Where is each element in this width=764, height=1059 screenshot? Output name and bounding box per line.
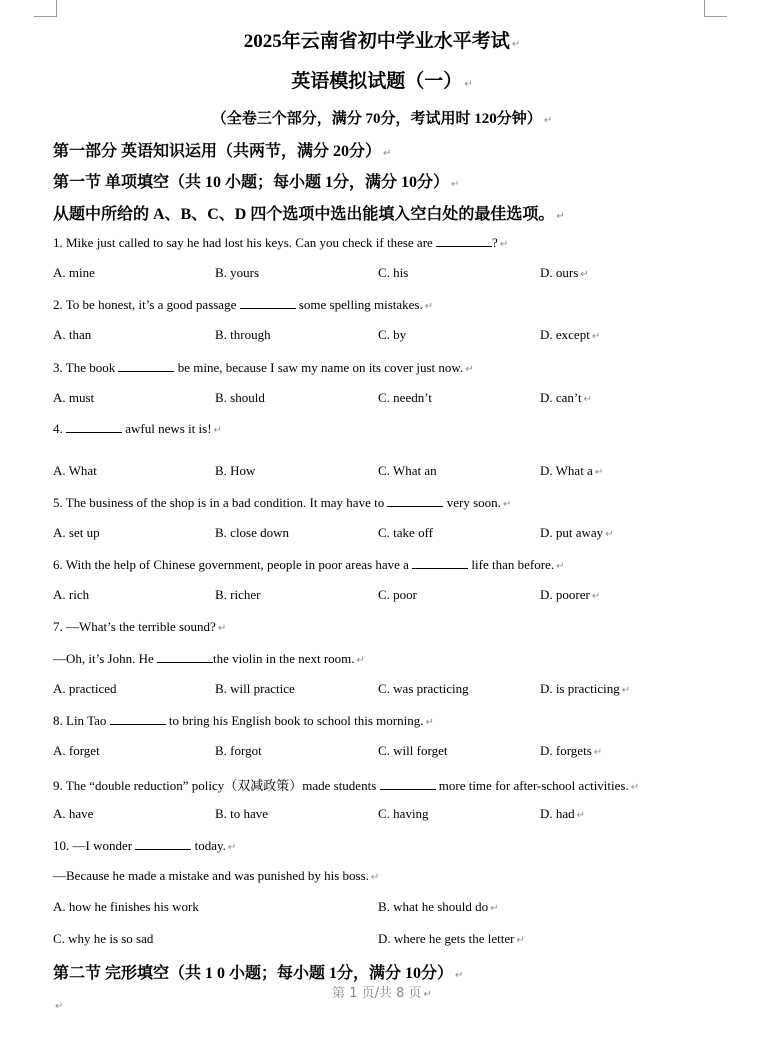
option-a: A. mine xyxy=(53,265,95,280)
option-b: B. should xyxy=(215,390,265,405)
instruction: 从题中所给的 A、B、C、D 四个选项中选出能填入空白处的最佳选项。 ↵ xyxy=(53,206,565,223)
answer-blank xyxy=(380,777,436,790)
option-c: C. why he is so sad xyxy=(53,931,154,946)
question-7-stem: 7. —What’s the terrible sound? ↵ xyxy=(53,619,227,634)
question-1-options xyxy=(53,265,753,283)
question-10-options-row2 xyxy=(53,931,753,949)
question-10-stem: 10. —I wonder today. ↵ xyxy=(53,838,237,853)
option-c: C. needn’t xyxy=(378,390,432,405)
option-d: D. except ↵ xyxy=(540,327,601,342)
option-a: A. how he finishes his work xyxy=(53,899,199,914)
question-6-stem: 6. With the help of Chinese government, people in poor areas have a life than before. ↵ xyxy=(53,557,565,572)
option-b: B. close down xyxy=(215,525,290,540)
option-d: D. is practicing ↵ xyxy=(540,681,631,696)
question-3-options xyxy=(53,390,753,408)
option-a: A. forget xyxy=(53,743,100,758)
answer-blank xyxy=(436,234,492,247)
section2-heading: 第二节 完形填空（共 1 0 小题；每小题 1分，满分 10分） ↵ xyxy=(53,965,464,982)
option-b: B. forgot xyxy=(215,743,262,758)
crop-mark-top-left xyxy=(34,0,57,17)
option-c: C. having xyxy=(378,806,429,821)
answer-blank xyxy=(135,837,191,850)
option-a: A. rich xyxy=(53,587,90,602)
exam-title: 2025年云南省初中学业水平考试 ↵ xyxy=(243,31,521,52)
answer-blank xyxy=(66,420,122,433)
answer-blank xyxy=(387,494,443,507)
option-a: A. have xyxy=(53,806,94,821)
answer-blank xyxy=(110,712,166,725)
option-d: D. ours ↵ xyxy=(540,265,589,280)
question-7-options xyxy=(53,681,753,699)
option-d: D. can’t ↵ xyxy=(540,390,593,405)
question-10-options-row1 xyxy=(53,899,753,917)
option-d: D. had ↵ xyxy=(540,806,586,821)
option-c: C. by xyxy=(378,327,407,342)
question-5-options xyxy=(53,525,753,543)
option-d: D. poorer ↵ xyxy=(540,587,601,602)
option-a: A. must xyxy=(53,390,95,405)
option-c: C. his xyxy=(378,265,409,280)
question-4-options xyxy=(53,463,753,481)
option-b: B. what he should do ↵ xyxy=(378,899,499,914)
answer-blank xyxy=(118,359,174,372)
option-d: D. What a ↵ xyxy=(540,463,604,478)
part1-heading: 第一部分 英语知识运用（共两节，满分 20分） ↵ xyxy=(53,143,392,160)
option-c: C. will forget xyxy=(378,743,448,758)
question-5-stem: 5. The business of the shop is in a bad condition. It may have to very soon. ↵ xyxy=(53,495,512,510)
section1-heading: 第一节 单项填空（共 10 小题；每小题 1分，满分 10分） ↵ xyxy=(53,174,460,191)
question-9-stem: 9. The “double reduction” policy（双减政策）made students more time for after-school activities. ↵ xyxy=(53,778,640,793)
question-7-reply: —Oh, it’s John. He the violin in the next room. ↵ xyxy=(53,651,365,666)
option-d: D. where he gets the letter ↵ xyxy=(378,931,525,946)
answer-blank xyxy=(157,650,213,663)
option-b: B. How xyxy=(215,463,256,478)
option-a: A. than xyxy=(53,327,92,342)
answer-blank xyxy=(240,296,296,309)
option-b: B. to have xyxy=(215,806,269,821)
question-8-stem: 8. Lin Tao to bring his English book to school this morning. ↵ xyxy=(53,713,434,728)
option-b: B. will practice xyxy=(215,681,295,696)
option-a: A. practiced xyxy=(53,681,117,696)
option-c: C. poor xyxy=(378,587,417,602)
option-a: A. set up xyxy=(53,525,100,540)
exam-info: （全卷三个部分，满分 70分，考试用时 120分钟） ↵ xyxy=(211,111,553,127)
question-4-stem: 4. awful news it is! ↵ xyxy=(53,421,222,436)
empty-paragraph: ↵ xyxy=(55,1001,64,1012)
question-3-stem: 3. The book be mine, because I saw my name on its cover just now. ↵ xyxy=(53,360,474,375)
option-d: D. put away ↵ xyxy=(540,525,614,540)
page-footer: 第 1 页/共 8 页 ↵ xyxy=(332,986,432,1001)
exam-subtitle: 英语模拟试题（一） ↵ xyxy=(291,71,473,92)
option-c: C. was practicing xyxy=(378,681,469,696)
crop-mark-top-right xyxy=(704,0,727,17)
answer-blank xyxy=(412,556,468,569)
question-10-reply: —Because he made a mistake and was punished by his boss. ↵ xyxy=(53,868,380,883)
question-8-options xyxy=(53,743,753,761)
option-d: D. forgets ↵ xyxy=(540,743,603,758)
option-b: B. richer xyxy=(215,587,261,602)
option-c: C. take off xyxy=(378,525,433,540)
question-2-stem: 2. To be honest, it’s a good passage some spelling mistakes. ↵ xyxy=(53,297,434,312)
question-2-options xyxy=(53,327,753,345)
option-b: B. yours xyxy=(215,265,260,280)
question-1-stem: 1. Mike just called to say he had lost his keys. Can you check if these are ? ↵ xyxy=(53,235,509,250)
option-b: B. through xyxy=(215,327,271,342)
question-9-options xyxy=(53,806,753,824)
option-a: A. What xyxy=(53,463,97,478)
question-6-options xyxy=(53,587,753,605)
option-c: C. What an xyxy=(378,463,437,478)
